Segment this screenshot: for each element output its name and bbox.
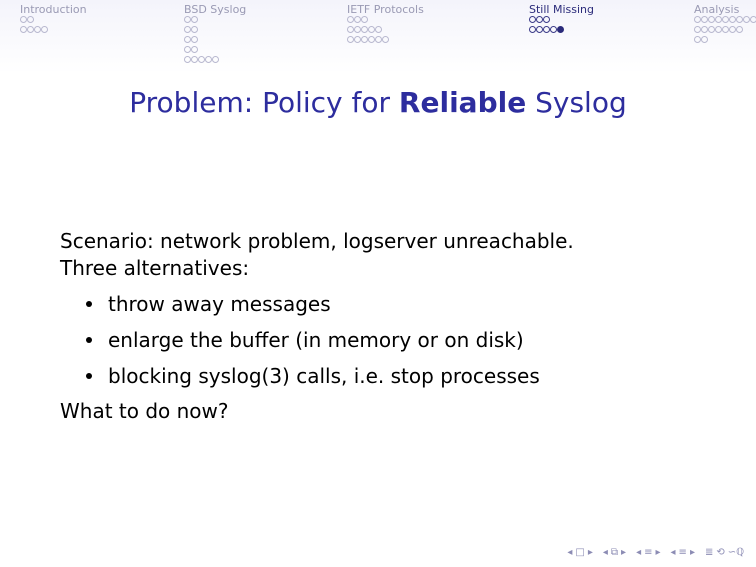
subsection-icon[interactable]: ⧉ bbox=[610, 547, 619, 558]
slide-body bbox=[60, 228, 574, 425]
nav-dot[interactable] bbox=[184, 56, 191, 63]
nav-section-title: IETF Protocols bbox=[347, 3, 424, 16]
nav-dot[interactable] bbox=[722, 26, 729, 33]
subsection-next-icon[interactable]: ▸ bbox=[621, 547, 627, 558]
nav-dot[interactable] bbox=[550, 26, 557, 33]
nav-section-ietf-protocols[interactable] bbox=[347, 3, 424, 46]
slide-title-post: Syslog bbox=[526, 86, 627, 119]
nav-dot[interactable] bbox=[529, 16, 536, 23]
nav-dot[interactable] bbox=[536, 16, 543, 23]
nav-dot[interactable] bbox=[382, 36, 389, 43]
nav-dot[interactable] bbox=[20, 16, 27, 23]
nav-dot[interactable] bbox=[736, 16, 743, 23]
subsection-prev-icon[interactable]: ◂ bbox=[602, 547, 608, 558]
nav-dot[interactable] bbox=[722, 16, 729, 23]
nav-dot[interactable] bbox=[191, 56, 198, 63]
presentation-icon[interactable]: ≡ bbox=[678, 547, 687, 558]
nav-dots bbox=[529, 16, 594, 36]
nav-dots bbox=[694, 16, 756, 46]
nav-dot[interactable] bbox=[729, 16, 736, 23]
nav-dot[interactable] bbox=[191, 36, 198, 43]
nav-dot[interactable] bbox=[743, 16, 750, 23]
nav-dot[interactable] bbox=[354, 26, 361, 33]
nav-dot[interactable] bbox=[354, 36, 361, 43]
nav-dot-row bbox=[184, 26, 246, 36]
presentation-next-icon[interactable]: ▸ bbox=[689, 547, 695, 558]
nav-dot[interactable] bbox=[375, 36, 382, 43]
nav-dot[interactable] bbox=[736, 26, 743, 33]
nav-dots bbox=[20, 16, 87, 36]
nav-dot[interactable] bbox=[708, 16, 715, 23]
nav-dot[interactable] bbox=[184, 26, 191, 33]
nav-dots bbox=[347, 16, 424, 46]
nav-dot-row bbox=[529, 16, 594, 26]
nav-section-title: Analysis bbox=[694, 3, 740, 16]
list-item: throw away messages bbox=[86, 286, 574, 322]
nav-dot[interactable] bbox=[694, 36, 701, 43]
nav-dot[interactable] bbox=[750, 16, 756, 23]
alternatives-list bbox=[60, 286, 574, 394]
nav-dot[interactable] bbox=[701, 16, 708, 23]
nav-dot-row bbox=[347, 16, 424, 26]
nav-dot[interactable] bbox=[354, 16, 361, 23]
nav-dot-row bbox=[347, 36, 424, 46]
slide-title-pre: Problem: Policy for bbox=[129, 86, 399, 119]
zoom-icon[interactable]: ∽ℚ bbox=[727, 547, 744, 558]
nav-dot[interactable] bbox=[543, 16, 550, 23]
nav-dot[interactable] bbox=[184, 16, 191, 23]
nav-dot[interactable] bbox=[212, 56, 219, 63]
nav-dot-row bbox=[20, 26, 87, 36]
nav-dot[interactable] bbox=[191, 46, 198, 53]
nav-dot-row bbox=[347, 26, 424, 36]
nav-dot[interactable] bbox=[701, 36, 708, 43]
scenario-text: Scenario: network problem, logserver unreachable. bbox=[60, 229, 574, 253]
nav-dot[interactable] bbox=[715, 26, 722, 33]
nav-section-introduction[interactable] bbox=[20, 3, 87, 36]
nav-section-title: Introduction bbox=[20, 3, 87, 16]
toc-icon[interactable]: ≣ bbox=[704, 547, 714, 558]
nav-dot[interactable] bbox=[34, 26, 41, 33]
nav-dot[interactable] bbox=[191, 16, 198, 23]
nav-dot[interactable] bbox=[27, 16, 34, 23]
nav-dot-current[interactable] bbox=[557, 26, 564, 33]
nav-dot[interactable] bbox=[708, 26, 715, 33]
nav-dot[interactable] bbox=[347, 36, 354, 43]
nav-dot-row bbox=[20, 16, 87, 26]
nav-section-bsd-syslog[interactable] bbox=[184, 3, 246, 66]
nav-dot-row bbox=[184, 16, 246, 26]
presentation-prev-icon[interactable]: ◂ bbox=[670, 547, 676, 558]
nav-dot[interactable] bbox=[361, 36, 368, 43]
section-icon[interactable]: ≡ bbox=[644, 547, 653, 558]
nav-dot[interactable] bbox=[205, 56, 212, 63]
nav-dot-row bbox=[184, 46, 246, 56]
nav-dot[interactable] bbox=[361, 16, 368, 23]
nav-dot-row bbox=[529, 26, 594, 36]
nav-section-analysis[interactable] bbox=[694, 3, 756, 46]
intro-text: Three alternatives: bbox=[60, 256, 250, 280]
beamer-navigation-symbols bbox=[567, 547, 744, 559]
nav-section-title: BSD Syslog bbox=[184, 3, 247, 16]
nav-dot[interactable] bbox=[375, 26, 382, 33]
nav-dot[interactable] bbox=[198, 56, 205, 63]
nav-section-title: Still Missing bbox=[529, 3, 594, 16]
nav-dot-row bbox=[694, 16, 756, 26]
list-item: blocking syslog(3) calls, i.e. stop processes bbox=[86, 358, 574, 394]
nav-dot[interactable] bbox=[184, 46, 191, 53]
nav-dot[interactable] bbox=[536, 26, 543, 33]
nav-section-still-missing[interactable] bbox=[529, 3, 594, 36]
frame-next-icon[interactable]: ▸ bbox=[587, 547, 593, 558]
nav-dot-row bbox=[694, 26, 756, 36]
nav-dot[interactable] bbox=[361, 26, 368, 33]
nav-dot[interactable] bbox=[41, 26, 48, 33]
nav-dot[interactable] bbox=[184, 36, 191, 43]
nav-dot[interactable] bbox=[694, 26, 701, 33]
nav-dots bbox=[184, 16, 246, 66]
frame-icon[interactable]: □ bbox=[575, 547, 585, 558]
frame-prev-icon[interactable]: ◂ bbox=[567, 547, 573, 558]
nav-dot-row bbox=[694, 36, 756, 46]
nav-dot[interactable] bbox=[543, 26, 550, 33]
nav-dot[interactable] bbox=[191, 26, 198, 33]
list-item: enlarge the buffer (in memory or on disk) bbox=[86, 322, 574, 358]
slide-title-bold: Reliable bbox=[398, 86, 527, 119]
section-prev-icon[interactable]: ◂ bbox=[636, 547, 642, 558]
section-next-icon[interactable]: ▸ bbox=[655, 547, 661, 558]
nav-dot[interactable] bbox=[715, 16, 722, 23]
search-back-icon[interactable]: ⟲ bbox=[716, 547, 725, 558]
slide-title bbox=[0, 86, 756, 119]
nav-dot[interactable] bbox=[20, 26, 27, 33]
section-navbar bbox=[0, 0, 756, 74]
closing-question: What to do now? bbox=[60, 399, 229, 423]
nav-dot[interactable] bbox=[347, 16, 354, 23]
nav-dot-row bbox=[184, 56, 246, 66]
nav-dot[interactable] bbox=[694, 16, 701, 23]
nav-dot[interactable] bbox=[27, 26, 34, 33]
nav-dot[interactable] bbox=[529, 26, 536, 33]
nav-dot[interactable] bbox=[729, 26, 736, 33]
nav-dot[interactable] bbox=[347, 26, 354, 33]
nav-dot[interactable] bbox=[368, 26, 375, 33]
nav-dot-row bbox=[184, 36, 246, 46]
nav-dot[interactable] bbox=[701, 26, 708, 33]
nav-dot[interactable] bbox=[368, 36, 375, 43]
